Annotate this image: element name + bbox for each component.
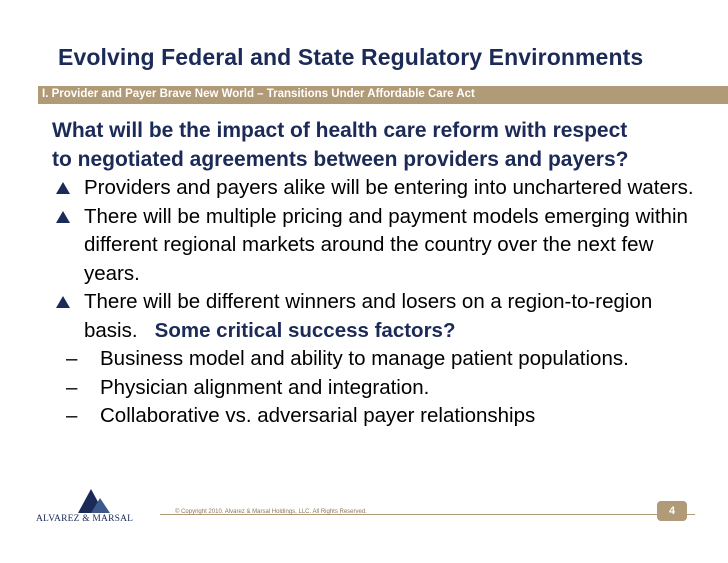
sub-bullet-text: Collaborative vs. adversarial payer relationships <box>100 404 536 427</box>
triangle-bullet-icon <box>56 182 70 194</box>
copyright-text: © Copyright 2010. Alvarez & Marsal Holdings, LLC. All Rights Reserved. <box>175 509 367 515</box>
sub-bullet-item <box>52 345 712 374</box>
sub-bullet-text: Business model and ability to manage patient populations. <box>100 347 629 370</box>
triangle-bullet-icon <box>56 296 70 308</box>
sub-bullet-item <box>52 374 712 403</box>
bullet-text: There will be multiple pricing and payment models emerging within different regional markets around the country over the next few years. <box>84 204 688 285</box>
bullet-emphasis: Some critical success factors? <box>154 318 456 342</box>
dash-bullet-icon: – <box>66 347 78 370</box>
section-bar <box>38 86 728 104</box>
bullet-text: Providers and payers alike will be entering into unchartered waters. <box>84 176 694 199</box>
logo-text: ALVAREZ & MARSAL <box>36 514 134 524</box>
question-line-2: to negotiated agreements between providers and payers? <box>52 148 629 171</box>
bullet-text: There will be different winners and losers on a region-to-region basis. <box>84 290 653 342</box>
slide-content <box>52 116 712 431</box>
sub-bullet-text: Physician alignment and integration. <box>100 375 430 399</box>
question-line-1: What will be the impact of health care reform with respect <box>52 119 628 142</box>
sub-bullet-item <box>52 402 712 431</box>
bullet-item <box>52 203 712 289</box>
company-logo <box>36 486 156 526</box>
triangle-bullet-icon <box>56 211 70 223</box>
bullet-item <box>52 288 712 345</box>
page-number: 4 <box>657 501 687 521</box>
dash-bullet-icon: – <box>66 404 78 427</box>
bullet-item <box>52 174 712 203</box>
section-subtitle: I. Provider and Payer Brave New World – Transitions Under Affordable Care Act <box>42 88 475 100</box>
dash-bullet-icon: – <box>66 375 78 399</box>
slide-title: Evolving Federal and State Regulatory Environments <box>58 44 644 70</box>
mountain-logo-icon <box>36 486 156 516</box>
